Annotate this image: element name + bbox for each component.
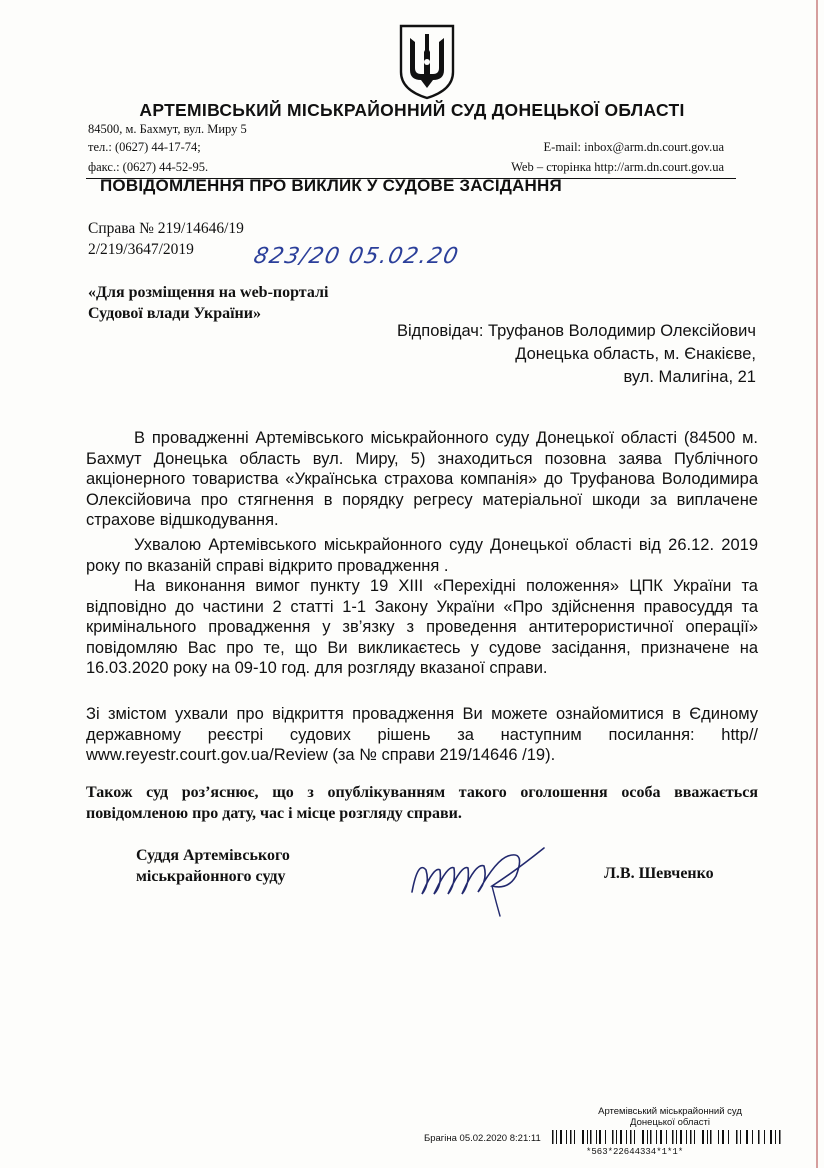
recipient-block xyxy=(397,320,756,389)
coat-of-arms-icon xyxy=(397,22,457,100)
handwritten-registration-note: 823/20 05.02.20 xyxy=(251,244,462,269)
judge-signature xyxy=(404,840,554,920)
stamp-court-line2: Донецької області xyxy=(630,1117,710,1128)
stamp-court-line1: Артемівський міськрайонний суд xyxy=(598,1106,742,1117)
publication-notice xyxy=(88,282,328,324)
body-paragraph-4: Зі змістом ухвали про відкриття провадження Ви можете ознайомитися в Єдиному державному реєстрі судових рішень за наступним посилання: http// www.reyestr.court.gov.ua/Review (за № справи 219/14646 /19). xyxy=(86,705,758,764)
court-address: 84500, м. Бахмут, вул. Миру 5 xyxy=(88,122,247,136)
court-name: АРТЕМІВСЬКИЙ МІСЬКРАЙОННИЙ СУД ДОНЕЦЬКОЇ ОБЛАСТІ xyxy=(139,100,685,120)
judge-name: Л.В. Шевченко xyxy=(604,865,714,882)
document-title: ПОВІДОМЛЕННЯ ПРО ВИКЛИК У СУДОВЕ ЗАСІДАННЯ xyxy=(100,176,562,195)
court-phone: тел.: (0627) 44-17-74; xyxy=(88,140,201,154)
body-paragraph-2: Ухвалою Артемівського міськрайонного суду Донецької області від 26.12. 2019 року по вказаній справі відкрито провадження . xyxy=(86,536,758,575)
judge-title-line2: міськрайонного суду xyxy=(136,868,286,885)
court-email: E-mail: inbox@arm.dn.court.gov.ua xyxy=(543,140,724,154)
publication-notice-line1: «Для розміщення на web-порталі xyxy=(88,284,329,301)
recipient-street: вул. Малигіна, 21 xyxy=(623,368,756,386)
court-fax: факс.: (0627) 44-52-95. xyxy=(88,160,209,174)
registration-stamp-date: Брагіна 05.02.2020 8:21:11 xyxy=(424,1133,541,1144)
recipient-name: Відповідач: Труфанов Володимир Олексійович xyxy=(396,322,756,340)
case-number: Справа № 219/14646/19 xyxy=(88,220,244,237)
publication-notice-line2: Судової влади України» xyxy=(88,305,261,322)
registration-barcode xyxy=(552,1130,782,1144)
body-paragraph-1: В провадженні Артемівського міськрайонного суду Донецької області (84500 м. Бахмут Донецька область вул. Миру, 5) знаходиться позовна заява Публічного акціонерного товариства «Українська страхова компанія» до Труфанова Володимира Олексійовича про стягнення в порядку регресу матеріальної шкоди за виплачене страхове відшкодування. xyxy=(86,429,758,529)
legal-warning: Також суд роз’яснює, що з опублікуванням такого оголошення особа вважається повідомленою про дату, час і місце розгляду справи. xyxy=(86,784,758,822)
body-paragraph-3: На виконання вимог пункту 19 XIII «Перехідні положення» ЦПК України та відповідно до частини 2 статті 1-1 Закону України «Про здійснення правосуддя та кримінального провадження у зв’язку з проведення антитерористичної операції» повідомляю Вас про те, що Ви викликаєтесь у судове засідання, призначене на 16.03.2020 року на 09-10 год. для розгляду вказаної справи. xyxy=(86,577,758,677)
proceeding-number: 2/219/3647/2019 xyxy=(88,241,194,258)
judge-title-line1: Суддя Артемівського xyxy=(136,847,290,864)
judge-title xyxy=(136,845,290,887)
court-website: Web – сторінка http://arm.dn.court.gov.ua xyxy=(511,160,724,174)
registration-stamp-court xyxy=(570,1106,770,1128)
barcode-number: *563*22644334*1*1* xyxy=(586,1147,684,1157)
recipient-city: Донецька область, м. Єнакієве, xyxy=(515,345,756,363)
scan-edge xyxy=(816,0,818,1168)
